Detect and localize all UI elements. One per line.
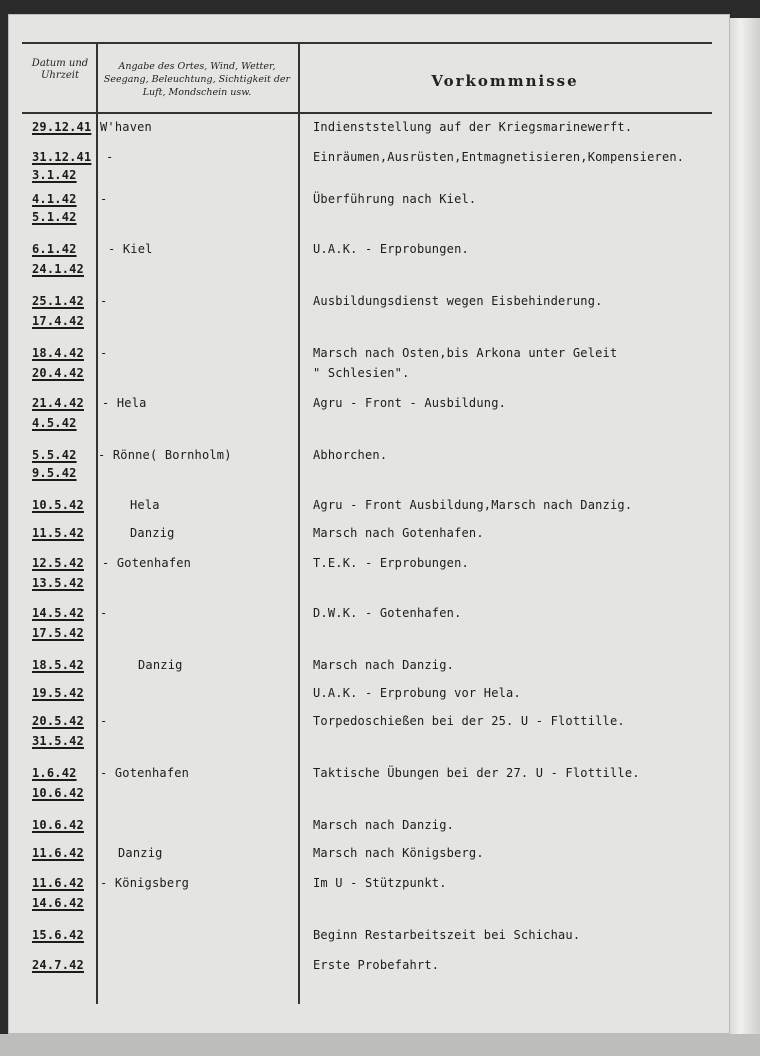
row-event: Ausbildungsdienst wegen Eisbehinderung. — [313, 294, 603, 308]
row-event: Torpedoschießen bei der 25. U - Flottille. — [313, 714, 625, 728]
row-place: Danzig — [118, 846, 163, 860]
row-event: T.E.K. - Erprobungen. — [313, 556, 469, 570]
row-date: 25.1.42 — [32, 294, 84, 308]
row-place: - Gotenhafen — [102, 556, 192, 570]
table-top-rule — [22, 42, 712, 44]
row-event: Marsch nach Königsberg. — [313, 846, 484, 860]
row-date: 10.6.42 — [32, 786, 84, 800]
row-place: Danzig — [130, 526, 175, 540]
row-date: 15.6.42 — [32, 928, 84, 942]
row-date: 4.1.42 — [32, 192, 77, 206]
row-event: Im U - Stützpunkt. — [313, 876, 447, 890]
row-event: U.A.K. - Erprobung vor Hela. — [313, 686, 521, 700]
row-place: - Kiel — [108, 242, 153, 256]
row-date: 17.4.42 — [32, 314, 84, 328]
row-date: 1.6.42 — [32, 766, 77, 780]
row-date: 5.1.42 — [32, 210, 77, 224]
row-event: Erste Probefahrt. — [313, 958, 440, 972]
row-event: Agru - Front Ausbildung,Marsch nach Danzig. — [313, 498, 633, 512]
row-event: Marsch nach Danzig. — [313, 658, 455, 672]
row-date: 20.4.42 — [32, 366, 84, 380]
row-place: - Gotenhafen — [100, 766, 190, 780]
row-event: Beginn Restarbeitszeit bei Schichau. — [313, 928, 581, 942]
column-divider-1 — [96, 42, 98, 1004]
row-event: Einräumen,Ausrüsten,Entmagnetisieren,Kompensieren. — [313, 150, 685, 164]
row-date: 24.1.42 — [32, 262, 84, 276]
row-place: W'haven — [100, 120, 152, 134]
row-date: 29.12.41 — [32, 120, 92, 134]
row-date: 14.5.42 — [32, 606, 84, 620]
row-date: 11.6.42 — [32, 846, 84, 860]
row-event: U.A.K. - Erprobungen. — [313, 242, 469, 256]
row-event: Taktische Übungen bei der 27. U - Flottille. — [313, 766, 640, 780]
row-date: 13.5.42 — [32, 576, 84, 590]
row-date: 17.5.42 — [32, 626, 84, 640]
header-vorkommnisse: Vorkommnisse — [431, 72, 579, 90]
row-date: 3.1.42 — [32, 168, 77, 182]
row-date: 20.5.42 — [32, 714, 84, 728]
row-event: Überführung nach Kiel. — [313, 192, 477, 206]
row-event: Marsch nach Osten,bis Arkona unter Geleit — [313, 346, 618, 360]
row-date: 18.4.42 — [32, 346, 84, 360]
row-date: 31.5.42 — [32, 734, 84, 748]
row-date: 14.6.42 — [32, 896, 84, 910]
row-event: Agru - Front - Ausbildung. — [313, 396, 507, 410]
row-date: 10.5.42 — [32, 498, 84, 512]
row-date: 19.5.42 — [32, 686, 84, 700]
row-date: 21.4.42 — [32, 396, 84, 410]
row-place: - Königsberg — [100, 876, 190, 890]
row-event: Abhorchen. — [313, 448, 388, 462]
row-event: D.W.K. - Gotenhafen. — [313, 606, 462, 620]
row-date: 12.5.42 — [32, 556, 84, 570]
row-date: 10.6.42 — [32, 818, 84, 832]
row-place: Danzig — [138, 658, 183, 672]
row-event: Marsch nach Gotenhafen. — [313, 526, 484, 540]
row-event: Marsch nach Danzig. — [313, 818, 455, 832]
row-place: Hela — [130, 498, 160, 512]
row-event: Indienststellung auf der Kriegsmarinewerft. — [313, 120, 633, 134]
row-place: - — [100, 346, 108, 360]
row-date: 11.6.42 — [32, 876, 84, 890]
column-divider-2 — [298, 42, 300, 1004]
row-event: " Schlesien". — [313, 366, 410, 380]
row-place: - Hela — [102, 396, 147, 410]
header-angabe: Angabe des Ortes, Wind, Wetter, Seegang, Beleuchtung, Sichtigkeit der Luft, Mondschein usw. — [103, 61, 291, 98]
page-bottom-shadow — [0, 1034, 760, 1056]
row-place: - — [100, 192, 108, 206]
row-place: - — [100, 294, 108, 308]
row-place: - Rönne( Bornholm) — [98, 448, 232, 462]
row-date: 31.12.41 — [32, 150, 92, 164]
row-date: 24.7.42 — [32, 958, 84, 972]
header-rule — [22, 112, 712, 114]
row-date: 11.5.42 — [32, 526, 84, 540]
row-place: - — [106, 150, 114, 164]
row-date: 9.5.42 — [32, 466, 77, 480]
row-date: 5.5.42 — [32, 448, 77, 462]
row-place: - — [100, 606, 108, 620]
row-date: 6.1.42 — [32, 242, 77, 256]
row-date: 18.5.42 — [32, 658, 84, 672]
row-place: - — [100, 714, 108, 728]
header-datum: Datum und Uhrzeit — [31, 58, 89, 81]
row-date: 4.5.42 — [32, 416, 77, 430]
page-edge — [728, 18, 760, 1048]
